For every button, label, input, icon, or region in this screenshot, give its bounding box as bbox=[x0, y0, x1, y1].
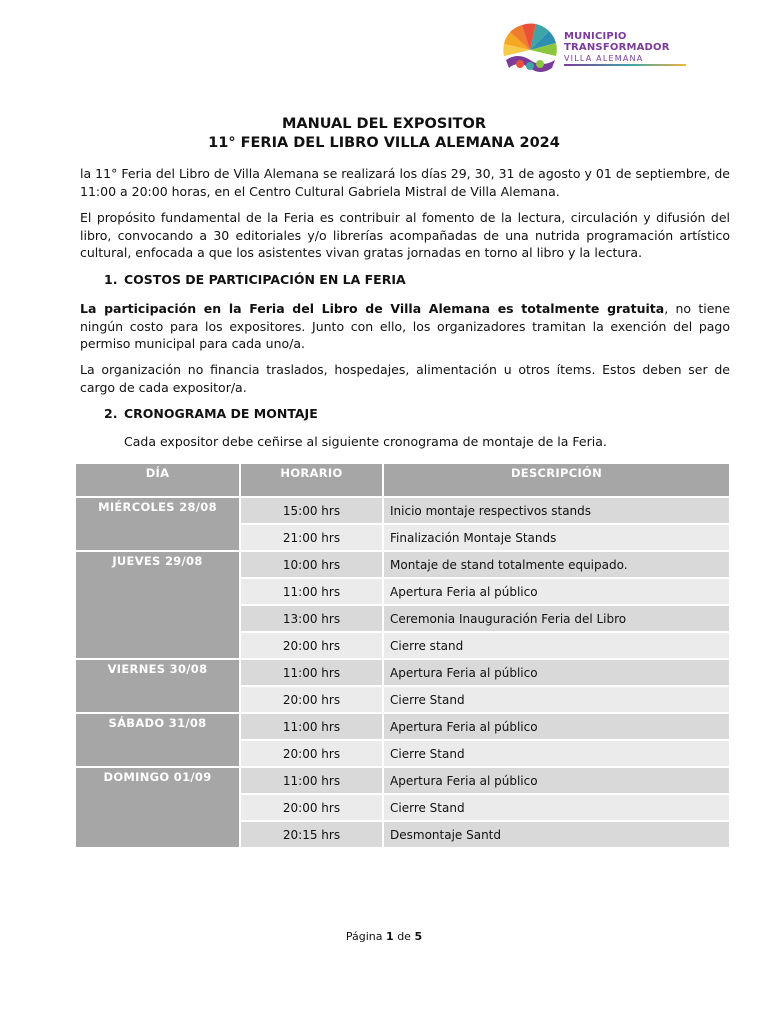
time-cell: 20:15 hrs bbox=[240, 821, 383, 848]
time-cell: 21:00 hrs bbox=[240, 524, 383, 551]
costs-paragraph bbox=[80, 300, 730, 353]
description-cell: Ceremonia Inauguración Feria del Libro bbox=[383, 605, 730, 632]
page-footer bbox=[0, 930, 768, 943]
purpose-paragraph: El propósito fundamental de la Feria es contribuir al fomento de la lectura, circulación y difusión del libro, convocando a 30 editoriales y/o librerías acompañadas de una nutrida programación artístico cultural, enfocada a que los asistentes vivan gratas jornadas en torno al libro y la lectura. bbox=[80, 210, 730, 260]
total-page-count: 5 bbox=[414, 930, 423, 943]
intro-paragraph: la 11° Feria del Libro de Villa Alemana se realizará los días 29, 30, 31 de agosto y 01 de septiembre, de 11:00 a 20:00 horas, en el Centro Cultural Gabriela Mistral de Villa Alemana. bbox=[80, 166, 730, 199]
header-description: DESCRIPCIÓN bbox=[383, 463, 730, 497]
description-cell: Desmontaje Santd bbox=[383, 821, 730, 848]
municipio-logo bbox=[500, 22, 700, 78]
time-cell: 20:00 hrs bbox=[240, 632, 383, 659]
time-cell: 20:00 hrs bbox=[240, 686, 383, 713]
day-cell: SÁBADO 31/08 bbox=[75, 713, 240, 767]
section-title: COSTOS DE PARTICIPACIÓN EN LA FERIA bbox=[124, 272, 406, 287]
description-cell: Finalización Montaje Stands bbox=[383, 524, 730, 551]
description-cell: Apertura Feria al público bbox=[383, 767, 730, 794]
logo-line-3: VILLA ALEMANA bbox=[564, 54, 644, 63]
time-cell: 11:00 hrs bbox=[240, 713, 383, 740]
municipio-logo-icon bbox=[500, 22, 560, 78]
section-number: 1. bbox=[104, 272, 118, 287]
description-cell: Cierre Stand bbox=[383, 794, 730, 821]
costs-rest: , no tiene ningún costo para los expositores. Junto con ello, los organizadores tramitan la exención del pago permiso municipal para cada uno/a. bbox=[80, 301, 731, 351]
table-header-row bbox=[75, 463, 730, 497]
description-cell: Inicio montaje respectivos stands bbox=[383, 497, 730, 524]
table-row bbox=[75, 551, 730, 578]
schedule-table bbox=[74, 462, 731, 849]
time-cell: 15:00 hrs bbox=[240, 497, 383, 524]
day-cell: VIERNES 30/08 bbox=[75, 659, 240, 713]
time-cell: 11:00 hrs bbox=[240, 578, 383, 605]
time-cell: 11:00 hrs bbox=[240, 659, 383, 686]
header-day: DÍA bbox=[75, 463, 240, 497]
logo-line-2: TRANSFORMADOR bbox=[564, 42, 670, 53]
table-row bbox=[75, 659, 730, 686]
current-page-number: 1 bbox=[386, 930, 394, 943]
day-cell: JUEVES 29/08 bbox=[75, 551, 240, 659]
time-cell: 11:00 hrs bbox=[240, 767, 383, 794]
description-cell: Apertura Feria al público bbox=[383, 578, 730, 605]
time-cell: 20:00 hrs bbox=[240, 740, 383, 767]
section-number: 2. bbox=[104, 406, 118, 421]
description-cell: Cierre Stand bbox=[383, 740, 730, 767]
document-subtitle: 11° FERIA DEL LIBRO VILLA ALEMANA 2024 bbox=[208, 135, 560, 151]
day-cell: DOMINGO 01/09 bbox=[75, 767, 240, 848]
description-cell: Apertura Feria al público bbox=[383, 713, 730, 740]
description-cell: Cierre stand bbox=[383, 632, 730, 659]
logo-line-1: MUNICIPIO bbox=[564, 31, 627, 42]
section-title: CRONOGRAMA DE MONTAJE bbox=[124, 406, 318, 421]
description-cell: Montaje de stand totalmente equipado. bbox=[383, 551, 730, 578]
funding-paragraph: La organización no financia traslados, hospedajes, alimentación u otros ítems. Estos deben ser de cargo de cada expositor/a. bbox=[80, 362, 730, 395]
document-title: MANUAL DEL EXPOSITOR bbox=[281, 116, 487, 132]
header-time: HORARIO bbox=[240, 463, 383, 497]
costs-bold-statement: La participación en la Feria del Libro de Villa Alemana es totalmente gratuita bbox=[80, 301, 665, 316]
table-row bbox=[75, 713, 730, 740]
day-cell: MIÉRCOLES 28/08 bbox=[75, 497, 240, 551]
footer-of: de bbox=[397, 930, 411, 943]
section-heading-costs bbox=[104, 272, 406, 287]
table-row bbox=[75, 497, 730, 524]
footer-prefix: Página bbox=[345, 930, 383, 943]
logo-underline bbox=[564, 64, 686, 66]
description-cell: Apertura Feria al público bbox=[383, 659, 730, 686]
section-heading-schedule bbox=[104, 406, 318, 421]
schedule-intro: Cada expositor debe ceñirse al siguiente cronograma de montaje de la Feria. bbox=[124, 434, 607, 449]
description-cell: Cierre Stand bbox=[383, 686, 730, 713]
time-cell: 20:00 hrs bbox=[240, 794, 383, 821]
table-row bbox=[75, 767, 730, 794]
time-cell: 13:00 hrs bbox=[240, 605, 383, 632]
time-cell: 10:00 hrs bbox=[240, 551, 383, 578]
